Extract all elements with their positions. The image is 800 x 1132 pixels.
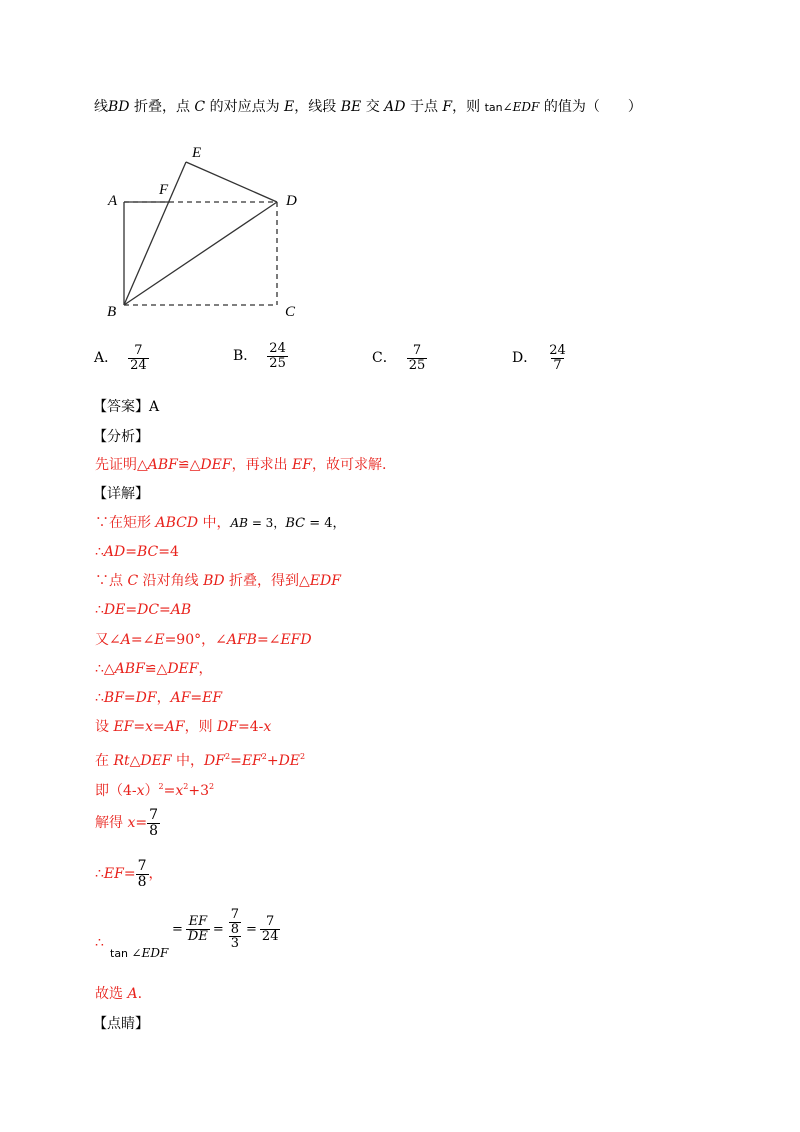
choice-b (233, 342, 288, 370)
detail-line-8 (95, 718, 271, 736)
math-bc: BC (285, 516, 306, 531)
fraction-den: 25 (408, 357, 426, 373)
math: x (175, 783, 184, 799)
text: 解得 (95, 815, 128, 832)
superscript: 2 (224, 752, 231, 761)
text: 中， (198, 515, 231, 531)
superscript: 2 (261, 752, 267, 761)
math: DEF (200, 457, 232, 473)
text: = (230, 753, 242, 769)
fraction-num: 24 (549, 343, 566, 358)
fraction-den: 25 (269, 355, 286, 371)
label-c: C (285, 304, 296, 320)
question-text (94, 96, 642, 116)
choice-letter: D． (512, 350, 538, 367)
fraction-den: 24 (261, 928, 279, 944)
math: EF (103, 866, 124, 883)
math: DE (278, 753, 301, 769)
choice-letter: C． (372, 350, 397, 367)
tan-text: tan (110, 947, 129, 960)
text: ∵在矩形 (95, 515, 156, 531)
text: + (266, 753, 279, 769)
math: BF=DF (103, 690, 157, 706)
text: ， (198, 661, 213, 677)
fraction-ef-de (186, 915, 210, 943)
equals: = (246, 921, 257, 937)
q-math: AD (384, 99, 406, 115)
fraction-num: 7 (266, 914, 275, 930)
fraction-num: 7 (149, 807, 159, 823)
fraction-7-24 (260, 915, 281, 943)
text: ） (144, 783, 159, 799)
superscript: 2 (183, 782, 189, 791)
geometry-figure (100, 138, 320, 324)
q-math: BD (108, 99, 130, 115)
fraction-den: 7 (553, 357, 562, 373)
choice-d (512, 344, 568, 372)
detail-line-6 (95, 660, 212, 678)
fraction-7-8 (136, 859, 149, 889)
math: E (154, 632, 165, 648)
inner-den: 8 (230, 921, 240, 937)
q-math: F (442, 99, 453, 115)
label-e: E (192, 145, 202, 161)
analysis-tag: 【分析】 (93, 429, 149, 445)
text: 设 (95, 719, 114, 735)
math: ABCD (155, 515, 199, 531)
math: DEF (167, 661, 199, 677)
q-angle: ∠EDF (502, 100, 540, 114)
text: ∵点 (95, 573, 128, 589)
math: AD=BC (103, 544, 159, 560)
tan-edf-label (110, 946, 168, 960)
math: DF (204, 753, 225, 769)
superscript: 2 (209, 782, 215, 791)
fraction-num: EF (188, 914, 208, 930)
remark-tag: 【点睛】 (93, 1016, 149, 1032)
detail-line-7 (95, 689, 222, 707)
text: ， (148, 866, 163, 883)
angle-text: ∠EDF (131, 946, 169, 960)
therefore-symbol (95, 935, 104, 951)
segment-ed (186, 162, 277, 202)
detail-tag: 【详解】 (93, 486, 149, 502)
fraction-den: 8 (149, 822, 159, 839)
math-eq: = 4， (305, 516, 346, 531)
detail-line-10 (95, 778, 214, 800)
text: =4- (237, 719, 264, 735)
analysis-text (95, 456, 386, 474)
detail-line-5 (95, 631, 312, 649)
q-text: 交 (361, 99, 385, 115)
detail-line-11 (95, 808, 160, 838)
math: A (120, 632, 131, 648)
q-tan: tan (484, 101, 503, 114)
text: ≌△ (144, 661, 168, 677)
q-math: C (194, 99, 206, 115)
text: ∴ (95, 690, 104, 706)
superscript: 2 (300, 752, 306, 761)
answer-tag: 【答案】A (93, 399, 160, 415)
text: ， (156, 690, 171, 706)
fraction-num: 24 (269, 341, 286, 356)
detail-line-4 (95, 601, 191, 619)
q-text: 于点 (405, 99, 443, 115)
math: AF=EF (170, 690, 223, 706)
math: ABF (114, 661, 145, 677)
label-b: B (107, 304, 117, 320)
q-text: 的对应点为 (205, 99, 285, 115)
math: DF (217, 719, 238, 735)
choice-a (94, 344, 149, 372)
text: 先证明△ (95, 457, 148, 473)
text: ，则 (184, 719, 218, 735)
choice-letter: A． (94, 350, 119, 367)
fraction-den: 24 (130, 357, 147, 373)
tan-equation (172, 908, 283, 951)
math: EF=x=AF (113, 719, 185, 735)
detail-line-1 (95, 514, 346, 533)
fraction-den: 8 (137, 873, 147, 890)
text: ≌△ (177, 457, 201, 473)
q-text: 线 (94, 99, 108, 115)
text: = (135, 815, 148, 832)
fraction-num: 7 (137, 858, 147, 874)
fraction-den: DE (187, 928, 208, 944)
fraction-num: 7 (134, 343, 143, 358)
text: ∴ (95, 544, 104, 560)
text: =∠ (256, 632, 281, 648)
math: DE=DC=AB (103, 602, 192, 618)
math: Rt (113, 753, 130, 769)
equals: = (212, 921, 224, 937)
text: ∴ (95, 866, 104, 883)
choice-fraction (407, 344, 428, 372)
math: EFD (280, 632, 312, 648)
math: EF (241, 753, 262, 769)
fraction-7-8 (147, 808, 160, 838)
text: 中， (171, 753, 205, 769)
text: +3 (188, 783, 210, 799)
detail-line-12 (95, 859, 163, 889)
text: 即（4- (95, 783, 137, 799)
text: 又∠ (95, 632, 121, 648)
math-eq: = 3， (248, 516, 286, 530)
text: ∴ (95, 602, 104, 618)
text: = (123, 866, 136, 883)
text: ，再求出 (231, 457, 293, 473)
text: 折叠，得到△ (224, 573, 310, 589)
choice-fraction (267, 342, 288, 370)
superscript: 2 (158, 782, 164, 791)
math: A (127, 986, 138, 1002)
text: =4 (158, 544, 179, 560)
text: △ (129, 753, 141, 769)
text: . (137, 986, 143, 1002)
math: EF (292, 457, 312, 473)
complex-fraction (227, 908, 243, 951)
math: BD (203, 573, 225, 589)
text: 在 (95, 753, 114, 769)
text: ，故可求解. (311, 457, 387, 473)
math: ABF (147, 457, 178, 473)
text: ∴ (95, 935, 104, 951)
q-text: ，则 (452, 99, 485, 115)
math: DEF (140, 753, 172, 769)
detail-line-conclusion (95, 985, 142, 1003)
inner-num: 7 (230, 907, 240, 922)
label-a: A (108, 193, 118, 209)
choice-letter: B． (233, 348, 258, 365)
math-ab: AB (230, 516, 248, 530)
q-text: 折叠，点 (129, 99, 195, 115)
math: EDF (309, 573, 341, 589)
q-text: 的值为（ ） (539, 99, 642, 115)
label-d: D (286, 193, 297, 209)
text: 故选 (95, 986, 128, 1002)
math: x (127, 815, 136, 832)
detail-line-9 (95, 748, 305, 770)
detail-line-2 (95, 543, 179, 561)
choice-fraction (128, 344, 149, 372)
q-text: ，线段 (294, 99, 341, 115)
choice-fraction (547, 344, 568, 372)
label-f: F (159, 182, 169, 198)
choice-c (372, 344, 427, 372)
text: =90°，∠ (164, 632, 227, 648)
text: = (163, 783, 176, 799)
q-math: BE (340, 99, 362, 115)
fraction-num: 7 (412, 343, 422, 358)
q-math: E (284, 99, 295, 115)
text: 沿对角线 (138, 573, 204, 589)
equals: = (172, 921, 183, 937)
math: x (136, 783, 145, 799)
text: ∴△ (95, 661, 115, 677)
math: AFB (226, 632, 257, 648)
math: C (127, 573, 139, 589)
fraction-den: 3 (230, 936, 240, 952)
math: x (263, 719, 272, 735)
detail-line-3 (95, 572, 341, 590)
text: =∠ (130, 632, 155, 648)
complex-num (227, 908, 243, 936)
